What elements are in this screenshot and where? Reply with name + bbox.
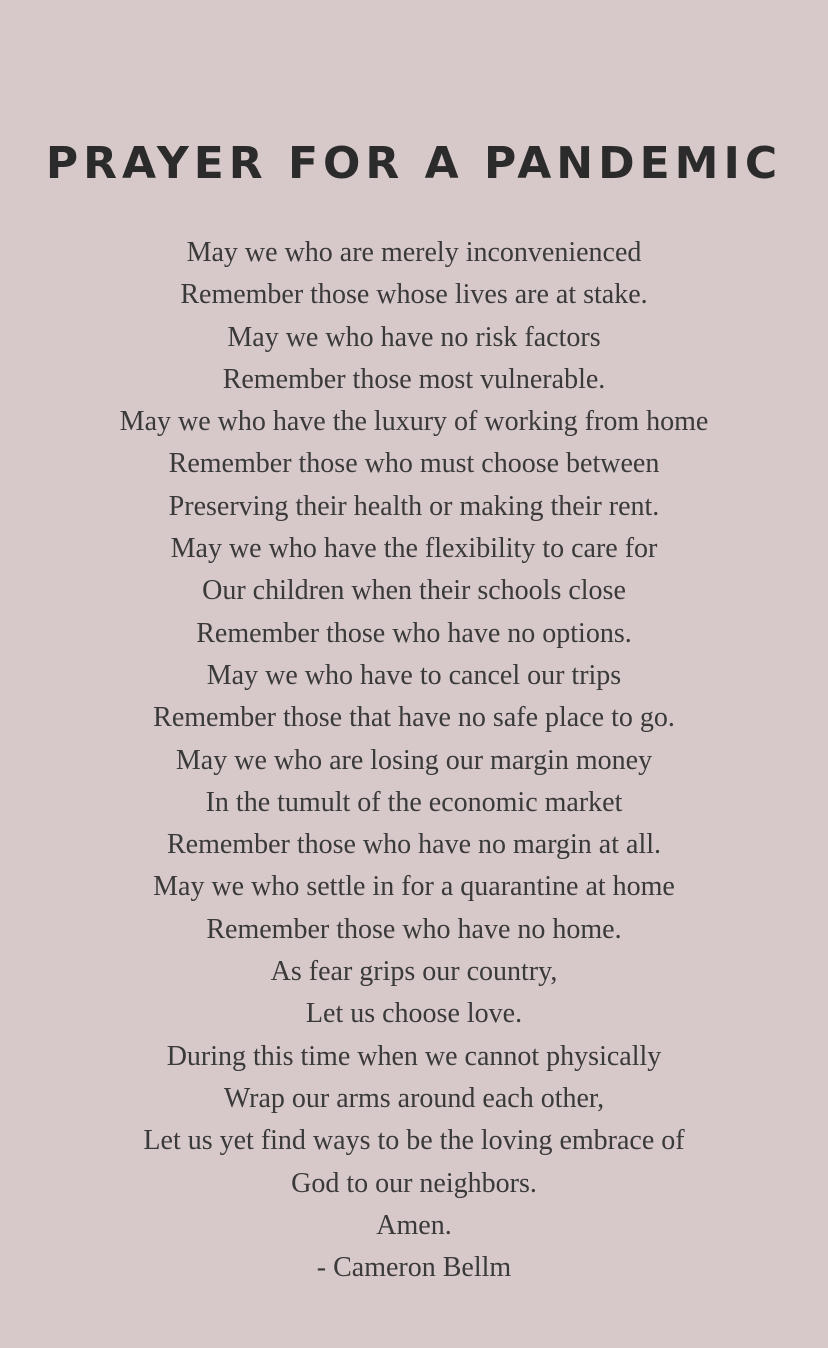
prayer-line: Our children when their schools close xyxy=(202,575,626,607)
prayer-line: Remember those who have no margin at all. xyxy=(166,829,662,861)
prayer-line: Remember those who have no options. xyxy=(196,617,632,649)
prayer-line: May we who settle in for a quarantine at home xyxy=(153,871,675,903)
prayer-line: Remember those who have no home. xyxy=(206,913,622,945)
prayer-line: Remember those who must choose between xyxy=(168,448,660,480)
prayer-line-amen: Amen. xyxy=(376,1209,452,1241)
page-title: PRAYER FOR A PANDEMIC xyxy=(45,138,783,189)
prayer-line: In the tumult of the economic market xyxy=(205,786,623,818)
prayer-line: Remember those most vulnerable. xyxy=(222,363,606,395)
prayer-line: May we who have the luxury of working from home xyxy=(119,406,709,438)
prayer-line: Let us choose love. xyxy=(305,998,523,1030)
prayer-line: Remember those whose lives are at stake. xyxy=(180,279,648,311)
prayer-line: May we who are losing our margin money xyxy=(175,744,653,776)
prayer-line: Remember those that have no safe place to go. xyxy=(153,702,675,734)
prayer-line: As fear grips our country, xyxy=(270,956,558,988)
prayer-line: May we who have to cancel our trips xyxy=(206,659,622,691)
prayer-line: Preserving their health or making their rent. xyxy=(168,490,660,522)
prayer-line: During this time when we cannot physically xyxy=(166,1040,662,1072)
attribution: - Cameron Bellm xyxy=(316,1252,512,1284)
prayer-line: God to our neighbors. xyxy=(291,1167,537,1199)
prayer-line: May we who have no risk factors xyxy=(227,321,601,353)
prayer-line: Let us yet find ways to be the loving embrace of xyxy=(143,1125,685,1157)
prayer-text xyxy=(0,232,828,1289)
prayer-line: May we who have the flexibility to care for xyxy=(170,533,658,565)
prayer-line: Wrap our arms around each other, xyxy=(223,1082,605,1114)
prayer-line: May we who are merely inconvenienced xyxy=(186,237,642,268)
